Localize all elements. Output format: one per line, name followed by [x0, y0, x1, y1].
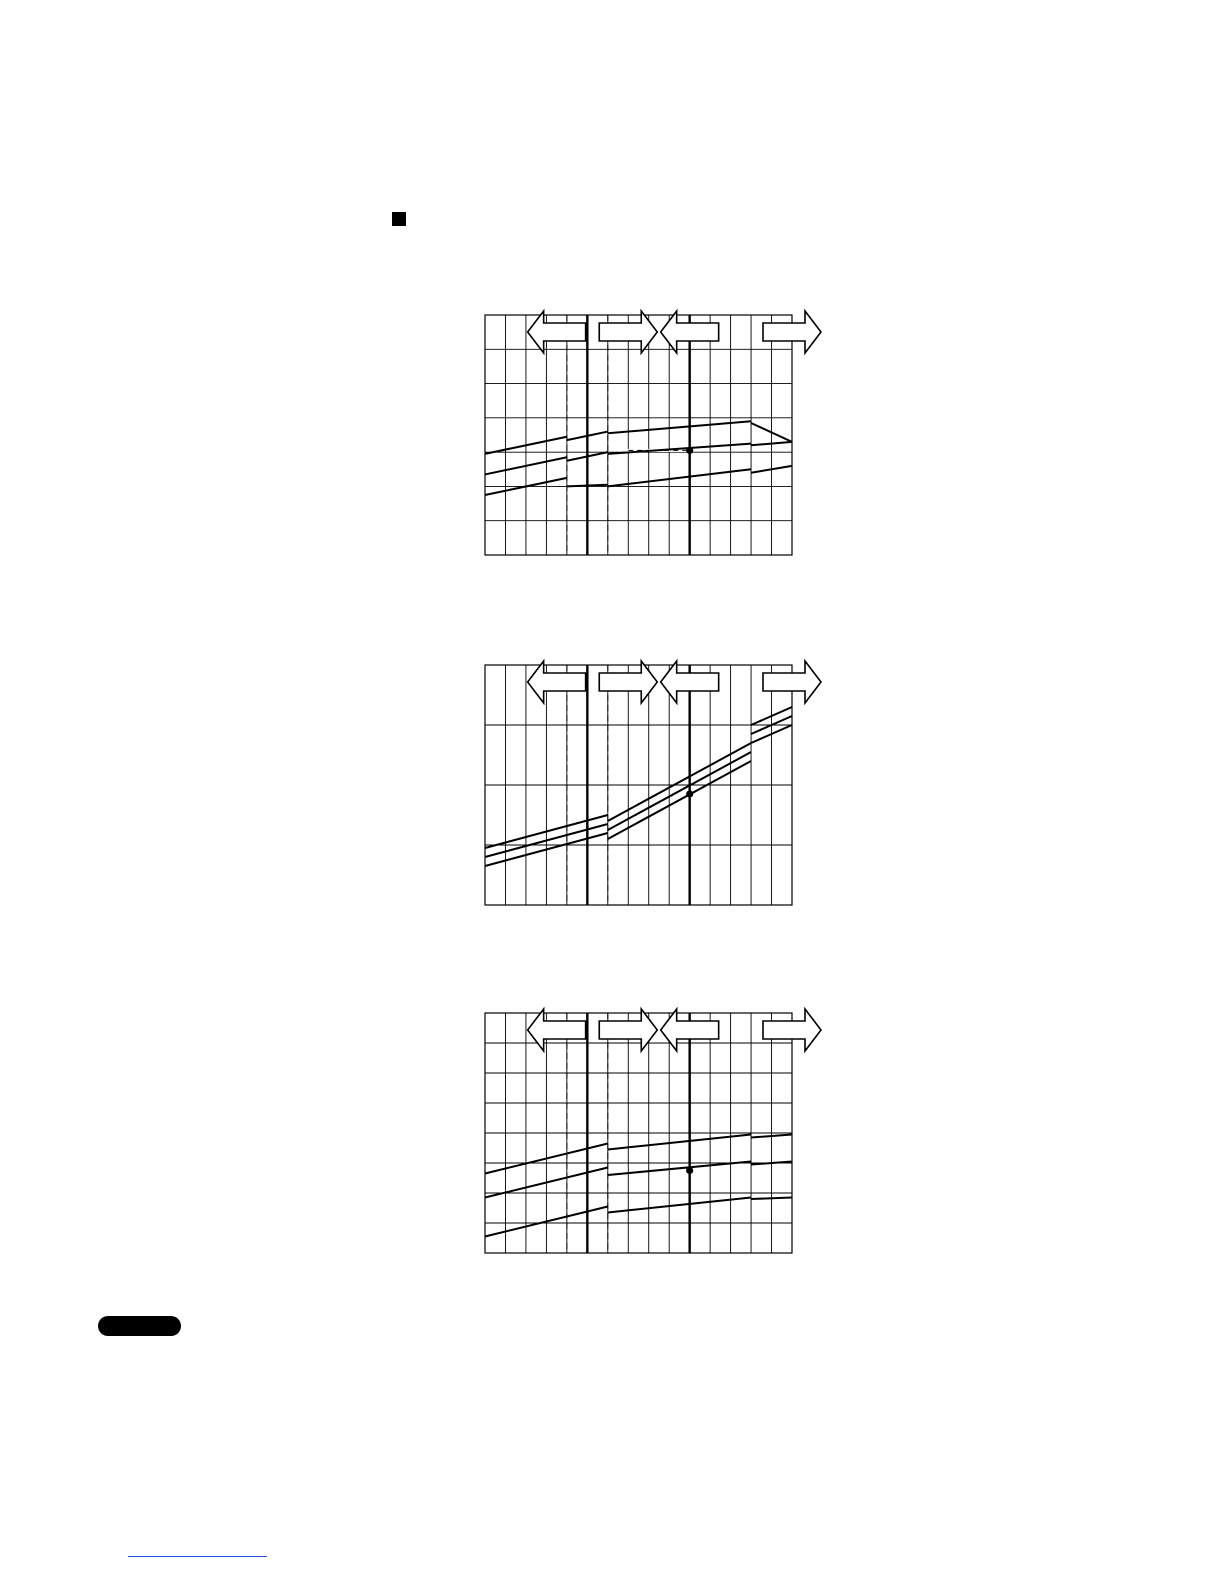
arrow-left-icon [528, 1009, 586, 1051]
plot-frame [485, 315, 792, 555]
square-bullet-icon [392, 212, 406, 226]
arrow-left-icon [528, 661, 586, 703]
dot-marker-icon [686, 1167, 693, 1174]
footer-link-underline[interactable] [128, 1556, 267, 1557]
series-line-5 [608, 752, 751, 830]
chart-2 [470, 650, 830, 915]
chart-3 [470, 998, 830, 1263]
arrow-left-icon [528, 311, 586, 353]
dot-marker-icon [686, 447, 693, 454]
series-line-8 [608, 1198, 751, 1213]
series-line-11 [608, 469, 751, 486]
pill-badge [98, 1316, 181, 1336]
series-line-9 [751, 1198, 792, 1200]
dot-marker-icon [686, 790, 693, 797]
series-line-2 [608, 1135, 751, 1150]
series-line-8 [608, 761, 751, 839]
chart-1 [470, 300, 830, 565]
series-line-2 [608, 743, 751, 821]
series-line-3 [608, 421, 751, 433]
series-line-5 [608, 1162, 751, 1176]
